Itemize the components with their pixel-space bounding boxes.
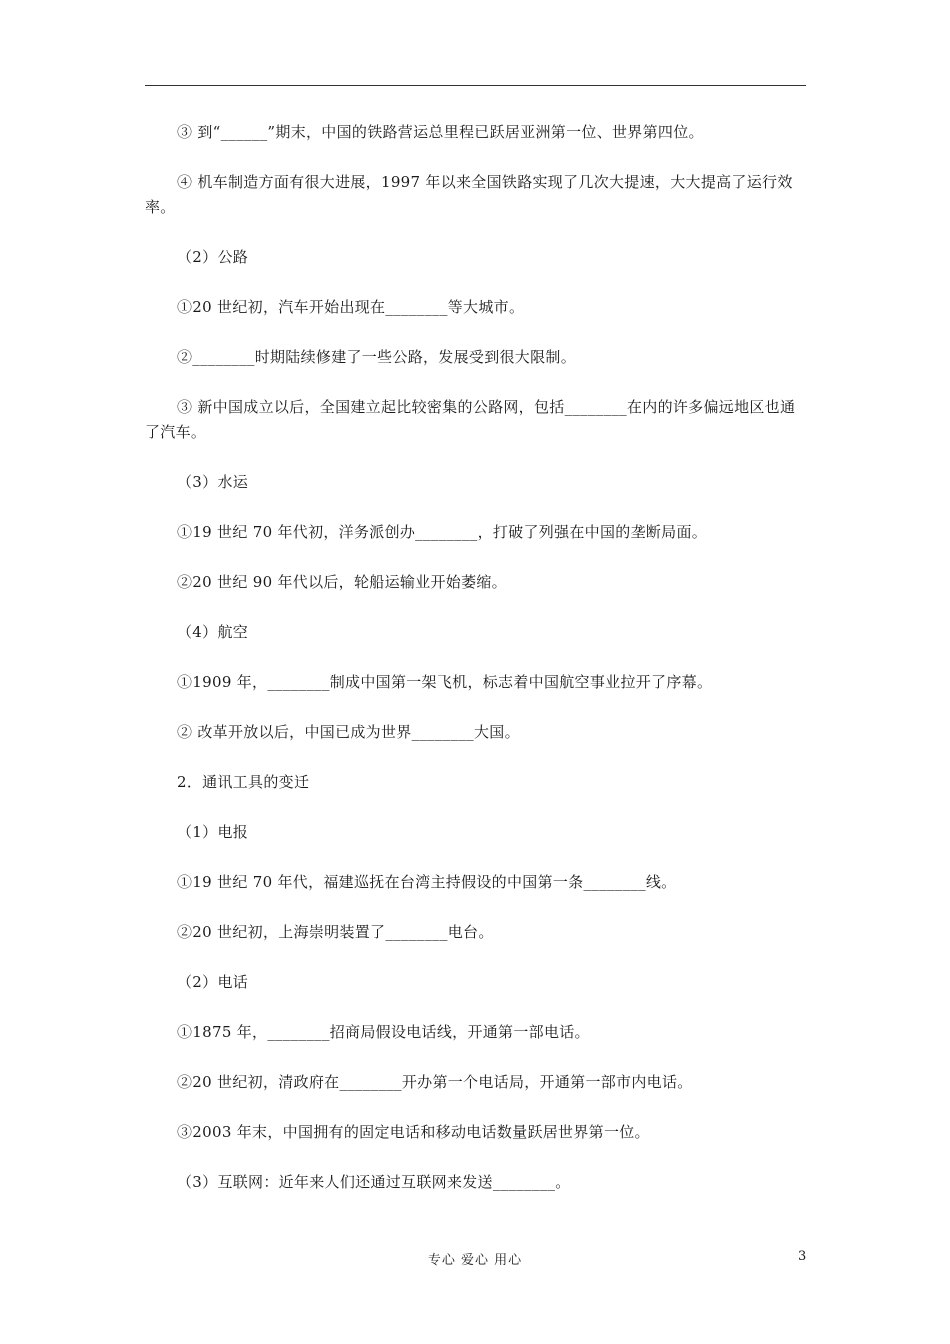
heading-telephone: （2）电话: [177, 973, 249, 991]
heading-aviation: （4）航空: [177, 623, 249, 641]
paragraph-water-2: ②20 世纪 90 年代以后，轮船运输业开始萎缩。: [177, 573, 507, 591]
paragraph-telegraph-1: ①19 世纪 70 年代，福建巡抚在台湾主持假设的中国第一条________线。: [177, 873, 677, 891]
heading-road: （2）公路: [177, 248, 249, 266]
heading-telegraph: （1）电报: [177, 823, 249, 841]
paragraph-road-2: ②________时期陆续修建了一些公路，发展受到很大限制。: [177, 348, 577, 366]
paragraph-water-1: ①19 世纪 70 年代初，洋务派创办________，打破了列强在中国的垄断局面。: [177, 523, 708, 541]
paragraph-aviation-2: ② 改革开放以后，中国已成为世界________大国。: [177, 723, 520, 741]
document-body: [145, 120, 806, 1220]
paragraph-aviation-1: ①1909 年，________制成中国第一架飞机，标志着中国航空事业拉开了序幕。: [177, 673, 713, 691]
paragraph-telephone-3: ③2003 年末，中国拥有的固定电话和移动电话数量跃居世界第一位。: [177, 1123, 650, 1141]
paragraph-telephone-1: ①1875 年，________招商局假设电话线，开通第一部电话。: [177, 1023, 590, 1041]
page-footer: [0, 1249, 950, 1271]
paragraph-railway-4: ④ 机车制造方面有很大进展，1997 年以来全国铁路实现了几次大提速，大大提高了运行效率。: [145, 173, 793, 216]
paragraph-road-1: ①20 世纪初，汽车开始出现在________等大城市。: [177, 298, 525, 316]
paragraph-road-3: ③ 新中国成立以后，全国建立起比较密集的公路网，包括________在内的许多偏远地区也通了汽车。: [145, 398, 796, 441]
heading-water: （3）水运: [177, 473, 249, 491]
paragraph-telegraph-2: ②20 世纪初，上海崇明装置了________电台。: [177, 923, 494, 941]
paragraph-telephone-2: ②20 世纪初，清政府在________开办第一个电话局，开通第一部市内电话。: [177, 1073, 693, 1091]
paragraph-railway-3: ③ 到“______”期末，中国的铁路营运总里程已跃居亚洲第一位、世界第四位。: [177, 123, 704, 141]
header-rule: [145, 85, 806, 86]
page-number: 3: [798, 1249, 807, 1264]
paragraph-internet: （3）互联网：近年来人们还通过互联网来发送________。: [177, 1173, 571, 1191]
footer-motto: 专心 爱心 用心: [427, 1253, 523, 1268]
heading-communication: 2．通讯工具的变迁: [177, 773, 310, 791]
